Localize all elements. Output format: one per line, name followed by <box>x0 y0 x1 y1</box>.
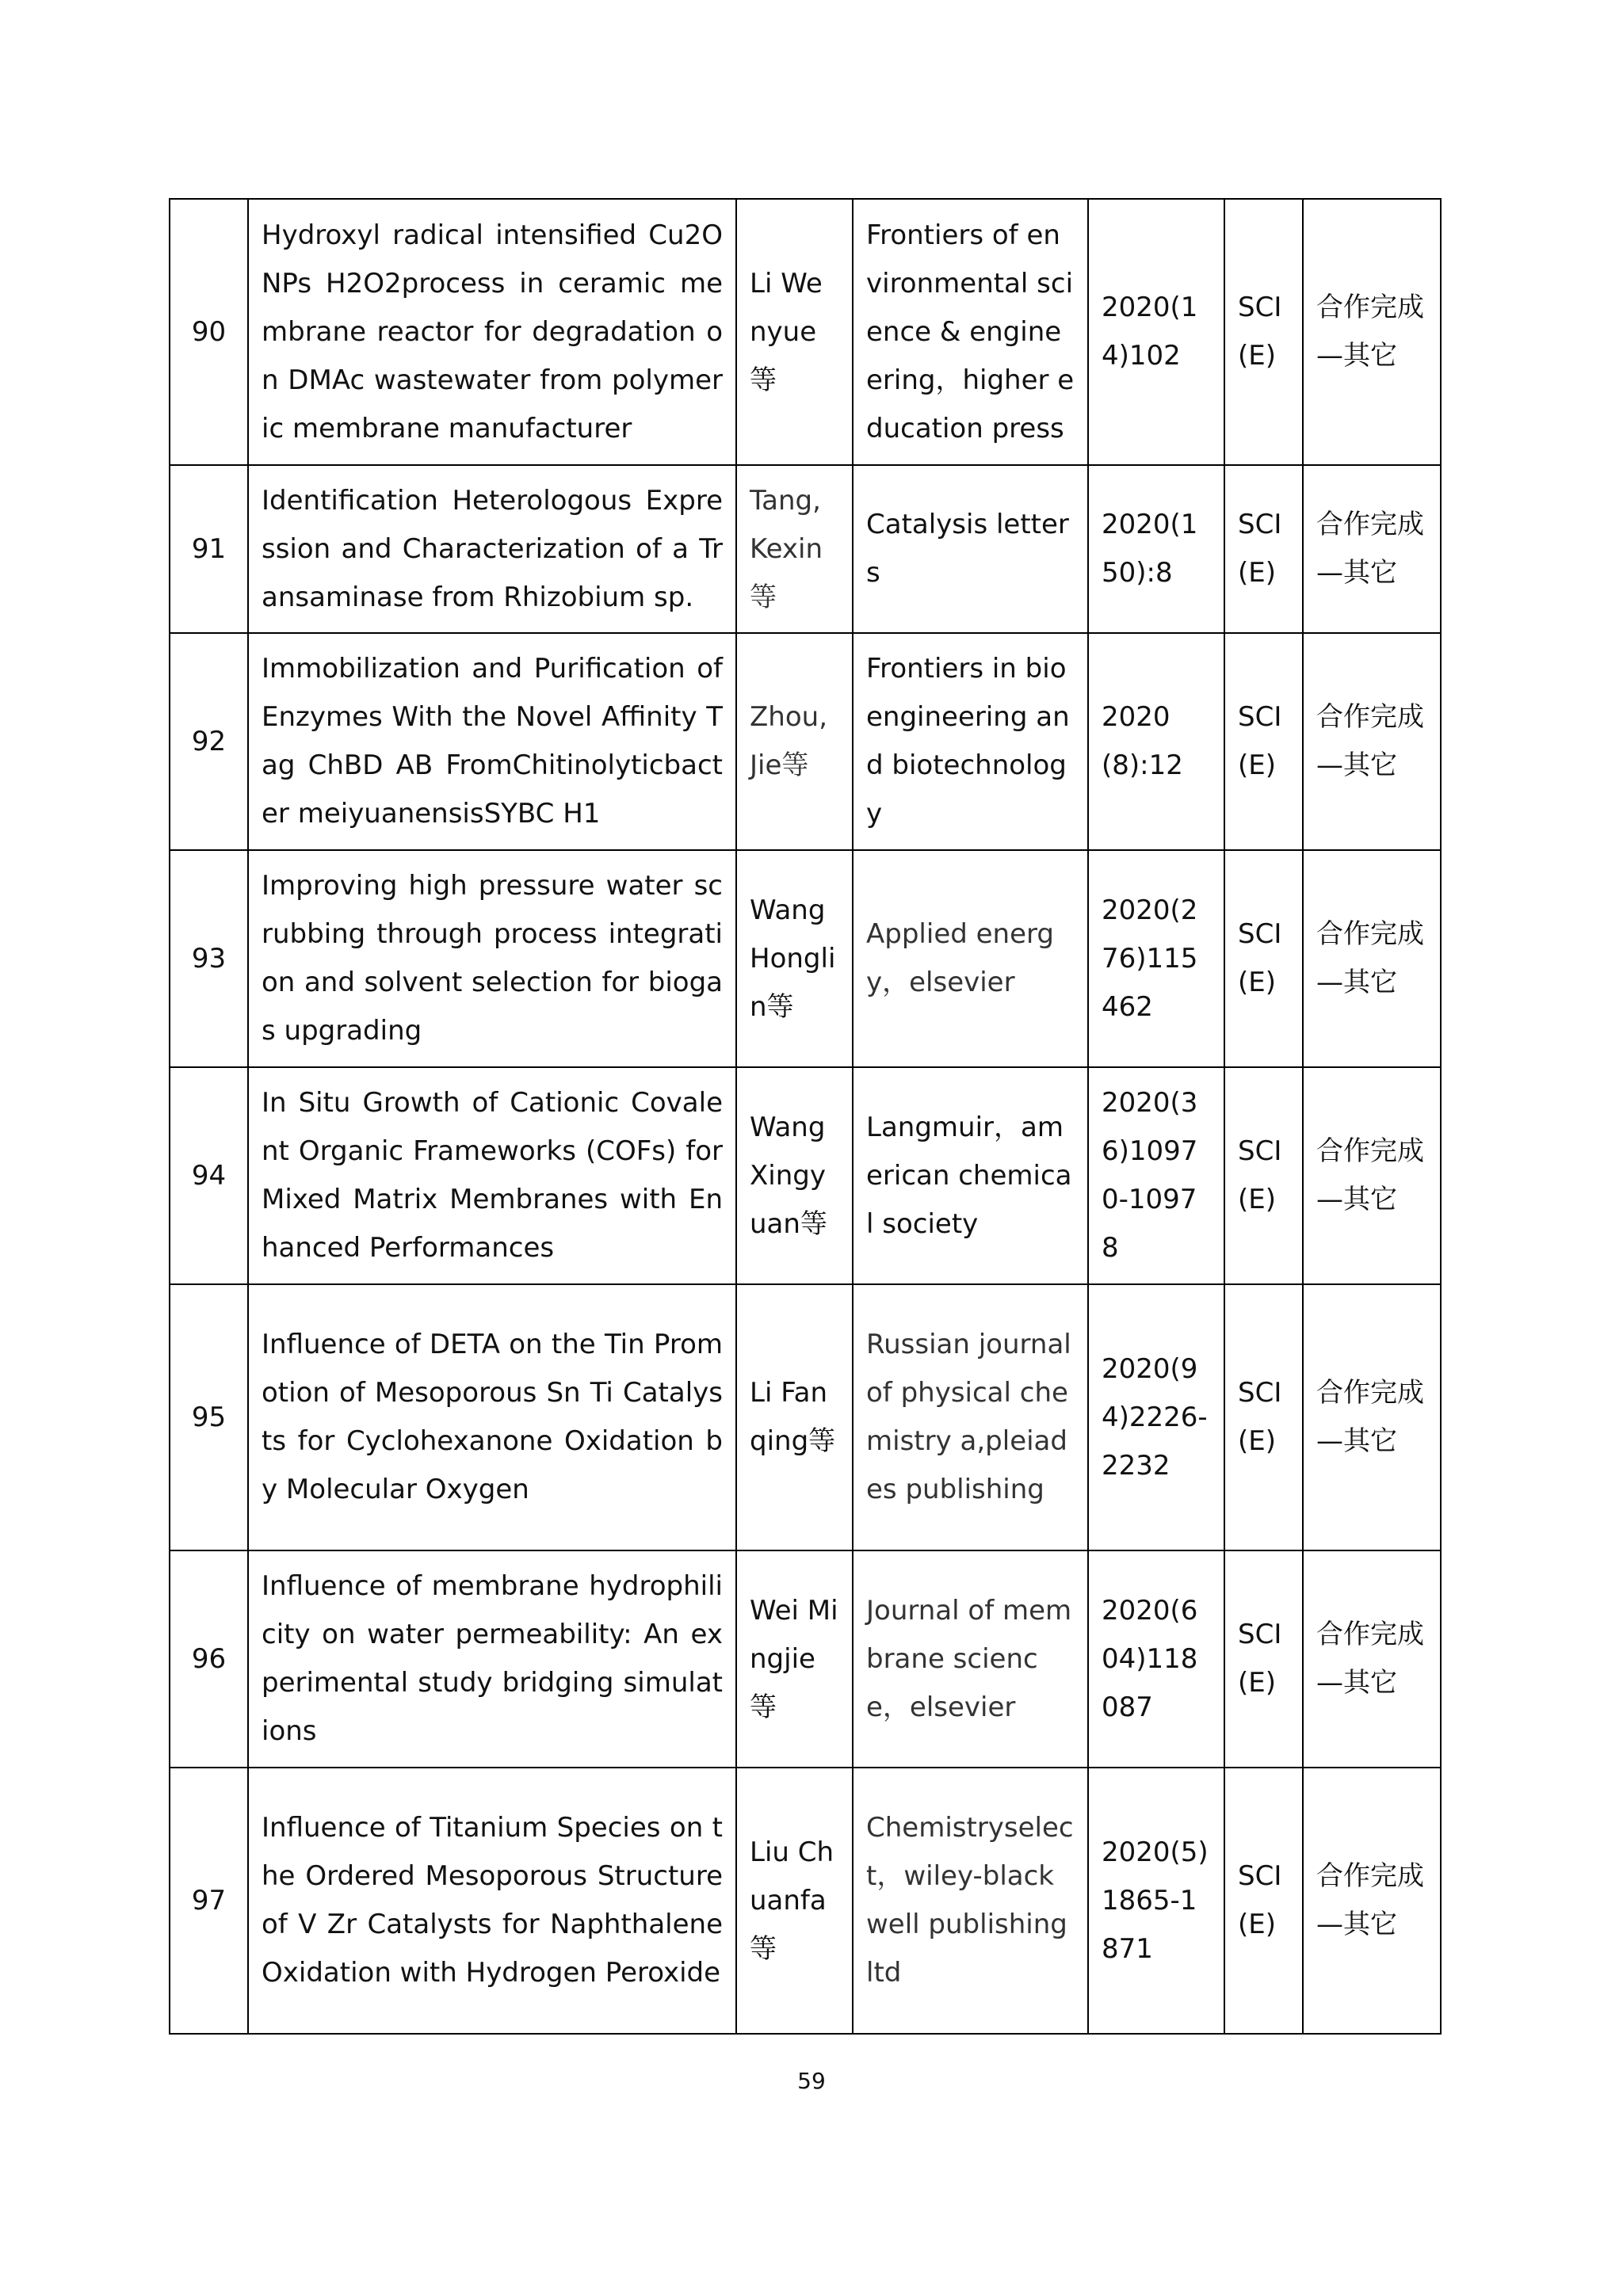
row-number: 93 <box>170 850 248 1067</box>
contribution-role: 合作完成—其它 <box>1303 1284 1441 1550</box>
page-number: 59 <box>797 2068 826 2094</box>
table-row <box>170 465 1441 633</box>
table-row <box>170 850 1441 1067</box>
paper-title: Immobilization and Purification of Enzymes With the Novel Affinity Tag ChBD AB FromChitinolyticbacter meiyuanensisSYBC H1 <box>248 633 736 850</box>
paper-title: Identification Heterologous Expression and Characterization of a Transaminase from Rhizobium sp. <box>248 465 736 633</box>
paper-year-volume: 2020(36)10970-10978 <box>1088 1067 1224 1284</box>
table-row <box>170 633 1441 850</box>
table-row <box>170 1067 1441 1284</box>
row-number: 90 <box>170 199 248 465</box>
paper-journal: Langmuir，american chemical society <box>853 1067 1088 1284</box>
paper-journal: Frontiers of environmental science & engineering，higher education press <box>853 199 1088 465</box>
contribution-role: 合作完成—其它 <box>1303 633 1441 850</box>
table-row <box>170 199 1441 465</box>
paper-year-volume: 2020(276)115462 <box>1088 850 1224 1067</box>
paper-author: Liu Chuanfa等 <box>736 1768 853 2034</box>
index-type: SCI(E) <box>1224 1067 1303 1284</box>
index-type: SCI(E) <box>1224 633 1303 850</box>
paper-title: Influence of DETA on the Tin Promotion of Mesoporous Sn Ti Catalysts for Cyclohexanone Oxidation by Molecular Oxygen <box>248 1284 736 1550</box>
row-number: 96 <box>170 1550 248 1768</box>
row-number: 97 <box>170 1768 248 2034</box>
contribution-role: 合作完成—其它 <box>1303 1067 1441 1284</box>
paper-year-volume: 2020(604)118087 <box>1088 1550 1224 1768</box>
paper-author: Wang Xingyuan等 <box>736 1067 853 1284</box>
paper-year-volume: 2020(5)1865-1871 <box>1088 1768 1224 2034</box>
paper-title: Influence of membrane hydrophilicity on water permeability: An experimental study bridging simulations <box>248 1550 736 1768</box>
index-type: SCI(E) <box>1224 465 1303 633</box>
index-type: SCI(E) <box>1224 199 1303 465</box>
paper-journal: Catalysis letters <box>853 465 1088 633</box>
paper-title: In Situ Growth of Cationic Covalent Organic Frameworks (COFs) for Mixed Matrix Membranes with Enhanced Performances <box>248 1067 736 1284</box>
table-row <box>170 1550 1441 1768</box>
paper-author: Wang Honglin等 <box>736 850 853 1067</box>
paper-title: Improving high pressure water scrubbing through process integration and solvent selection for biogas upgrading <box>248 850 736 1067</box>
paper-title: Hydroxyl radical intensified Cu2O NPs H2O2process in ceramic membrane reactor for degradation on DMAc wastewater from polymeric membrane manufacturer <box>248 199 736 465</box>
row-number: 91 <box>170 465 248 633</box>
row-number: 94 <box>170 1067 248 1284</box>
contribution-role: 合作完成—其它 <box>1303 1550 1441 1768</box>
row-number: 95 <box>170 1284 248 1550</box>
index-type: SCI(E) <box>1224 1768 1303 2034</box>
index-type: SCI(E) <box>1224 1550 1303 1768</box>
contribution-role: 合作完成—其它 <box>1303 1768 1441 2034</box>
paper-year-volume: 2020(8):12 <box>1088 633 1224 850</box>
paper-author: Li Fanqing等 <box>736 1284 853 1550</box>
paper-title: Influence of Titanium Species on the Ordered Mesoporous Structure of V Zr Catalysts for Naphthalene Oxidation with Hydrogen Peroxide <box>248 1768 736 2034</box>
index-type: SCI(E) <box>1224 850 1303 1067</box>
paper-author: Tang, Kexin等 <box>736 465 853 633</box>
paper-year-volume: 2020(94)2226-2232 <box>1088 1284 1224 1550</box>
paper-author: Zhou, Jie等 <box>736 633 853 850</box>
paper-journal: Journal of membrane science，elsevier <box>853 1550 1088 1768</box>
contribution-role: 合作完成—其它 <box>1303 199 1441 465</box>
paper-journal: Russian journal of physical chemistry a,pleiades publishing <box>853 1284 1088 1550</box>
contribution-role: 合作完成—其它 <box>1303 465 1441 633</box>
paper-journal: Applied energy，elsevier <box>853 850 1088 1067</box>
paper-year-volume: 2020(150):8 <box>1088 465 1224 633</box>
paper-author: Li Wenyue等 <box>736 199 853 465</box>
paper-journal: Frontiers in bioengineering and biotechnology <box>853 633 1088 850</box>
table-row <box>170 1768 1441 2034</box>
paper-journal: Chemistryselect，wiley-blackwell publishing ltd <box>853 1768 1088 2034</box>
publication-table <box>169 198 1442 2035</box>
contribution-role: 合作完成—其它 <box>1303 850 1441 1067</box>
index-type: SCI(E) <box>1224 1284 1303 1550</box>
paper-year-volume: 2020(14)102 <box>1088 199 1224 465</box>
row-number: 92 <box>170 633 248 850</box>
paper-author: Wei Mingjie等 <box>736 1550 853 1768</box>
table-row <box>170 1284 1441 1550</box>
